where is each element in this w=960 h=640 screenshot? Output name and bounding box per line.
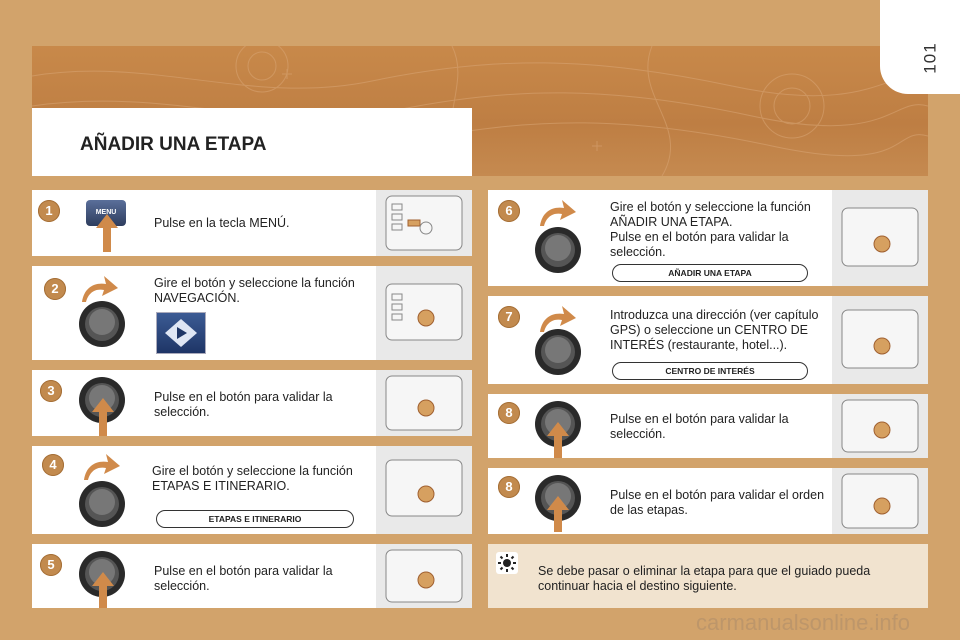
press-arrow-icon: [547, 496, 569, 532]
rotate-arrow-icon: [82, 454, 120, 480]
step-number-badge: 8: [498, 402, 520, 424]
step-8-text: Pulse en el botón para validar la selección.: [610, 412, 789, 441]
radio-device-icon: [376, 446, 472, 534]
step-8: [488, 394, 928, 458]
title-box: [32, 108, 472, 176]
rotary-knob-icon: [78, 480, 126, 528]
press-arrow-icon: [92, 398, 114, 436]
rotary-knob-icon: [534, 226, 582, 274]
step-4-text: Gire el botón y seleccione la función ETAPAS E ITINERARIO.: [152, 464, 353, 493]
step-number-badge: 6: [498, 200, 520, 222]
menu-option-pill: CENTRO DE INTERÉS: [612, 362, 808, 380]
step-5-text: Pulse en el botón para validar la selección.: [154, 564, 333, 593]
page-number: 101: [920, 42, 940, 74]
step-number-badge: 3: [40, 380, 62, 402]
step-2: [32, 266, 472, 360]
step-3-text: Pulse en el botón para validar la selección.: [154, 390, 333, 419]
press-arrow-icon: [547, 422, 569, 458]
radio-device-icon: [376, 266, 472, 360]
step-8-order-text: Pulse en el botón para validar el orden de las etapas.: [610, 488, 825, 517]
press-arrow-icon: [96, 214, 118, 252]
note-box: [488, 544, 928, 608]
step-7-text: Introduzca una dirección (ver capítulo GPS) o seleccione un CENTRO DE INTERÉS (restaurante, hotel...).: [610, 308, 819, 352]
radio-device-icon: [376, 370, 472, 436]
step-number-badge: 4: [42, 454, 64, 476]
step-number-badge: 5: [40, 554, 62, 576]
page-tab: [880, 0, 960, 94]
sun-icon: [496, 552, 518, 574]
radio-device-icon: [832, 468, 928, 534]
rotary-knob-icon: [78, 300, 126, 348]
step-2-text: Gire el botón y seleccione la función NAVEGACIÓN.: [154, 276, 355, 305]
menu-option-pill: ETAPAS E ITINERARIO: [156, 510, 354, 528]
radio-device-icon: [376, 190, 472, 256]
rotate-arrow-icon: [80, 276, 118, 302]
step-6-text-validate: Pulse en el botón para validar la selección.: [610, 230, 789, 259]
step-7: [488, 296, 928, 384]
menu-key-icon: MENU: [86, 200, 126, 226]
radio-device-icon: [376, 544, 472, 608]
step-4: [32, 446, 472, 534]
rotate-arrow-icon: [538, 200, 576, 226]
radio-device-icon: [832, 394, 928, 458]
step-1-text: Pulse en la tecla MENÚ.: [154, 216, 290, 230]
page-title: AÑADIR UNA ETAPA: [80, 134, 267, 155]
step-number-badge: 7: [498, 306, 520, 328]
press-arrow-icon: [92, 572, 114, 608]
step-5: [32, 544, 472, 608]
navigation-icon: [156, 312, 206, 354]
step-number-badge: 2: [44, 278, 66, 300]
rotary-knob-icon: [534, 328, 582, 376]
radio-device-icon: [832, 296, 928, 384]
radio-device-icon: [832, 190, 928, 286]
step-6: [488, 190, 928, 286]
step-1: [32, 190, 472, 256]
step-number-badge: 8: [498, 476, 520, 498]
watermark: carmanualsonline.info: [695, 610, 910, 635]
step-3: [32, 370, 472, 436]
step-8-order: [488, 468, 928, 534]
menu-option-pill: AÑADIR UNA ETAPA: [612, 264, 808, 282]
step-number-badge: 1: [38, 200, 60, 222]
note-text: Se debe pasar o eliminar la etapa para que el guiado pueda continuar hacia el destino siguiente.: [538, 564, 871, 593]
step-6-text: Gire el botón y seleccione la función AÑADIR UNA ETAPA.: [610, 200, 811, 229]
